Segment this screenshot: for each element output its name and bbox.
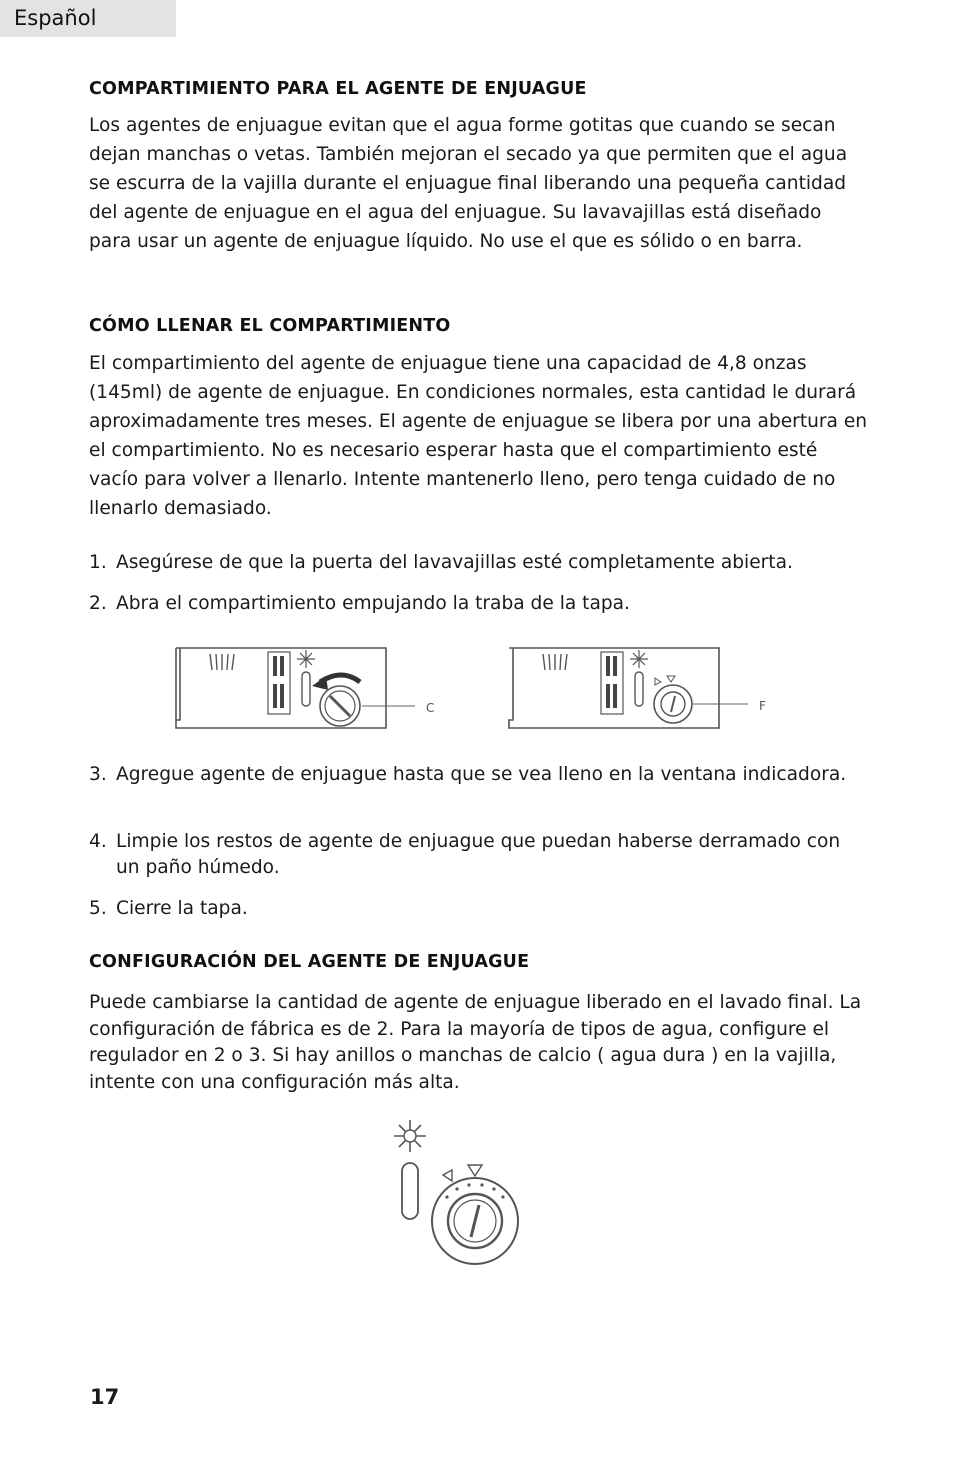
step-text: Agregue agente de enjuague hasta que se vea lleno en la ventana indicadora. — [116, 764, 847, 785]
list-item-step-1 — [89, 550, 859, 576]
paragraph-rinse-intro: Los agentes de enjuague evitan que el agua forme gotitas que cuando se secan dejan manchas o vetas. También mejoran el secado ya que permiten que el agua se escurra de la vajilla durante el enjuague final liberando una pequeña cantidad del agente de enjuague en el agua del enjuague. Su lavavajillas está diseñado para usar un agente de enjuague líquido. No use el que es sólido o en barra. — [89, 115, 848, 252]
list-item-step-3 — [89, 762, 859, 788]
step-number: 1. — [89, 552, 107, 573]
section-heading-rinse-setting: CONFIGURACIÓN DEL AGENTE DE ENJUAGUE — [89, 952, 530, 972]
paragraph-fill-intro: El compartimiento del agente de enjuague tiene una capacidad de 4,8 onzas (145ml) de agente de enjuague. En condiciones normales, esta cantidad le durará aproximadamente tres meses. El agente de enjuague se libera por una abertura en el compartimiento. No es necesario esperar hasta que el compartimiento esté vacío para volver a llenarlo. Intente mantenerlo lleno, pero tenga cuidado de no llenarlo demasiado. — [89, 353, 868, 519]
page-number: 17 — [90, 1385, 120, 1409]
step-text: Limpie los restos de agente de enjuague que puedan haberse derramado con un paño húmedo. — [116, 831, 841, 878]
step-number: 4. — [89, 831, 107, 852]
compartment-dial-illustration — [503, 640, 783, 735]
list-item-step-5 — [89, 896, 859, 922]
step-text: Abra el compartimiento empujando la traba de la tapa. — [116, 593, 630, 614]
section-heading-rinse-compartment: COMPARTIMIENTO PARA EL AGENTE DE ENJUAGUE — [89, 79, 587, 99]
step-number: 2. — [89, 593, 107, 614]
rinse-dial-closeup-illustration — [385, 1115, 530, 1270]
list-item-step-2 — [89, 591, 859, 617]
section-heading-how-to-fill: CÓMO LLENAR EL COMPARTIMIENTO — [89, 316, 451, 336]
step-text: Asegúrese de que la puerta del lavavajillas esté completamente abierta. — [116, 552, 793, 573]
step-number: 3. — [89, 764, 107, 785]
language-label: Español — [14, 6, 97, 30]
step-number: 5. — [89, 898, 107, 919]
step-text: Cierre la tapa. — [116, 898, 248, 919]
compartment-open-illustration — [170, 640, 450, 735]
list-item-step-4 — [89, 829, 859, 881]
callout-label-f: F — [759, 699, 766, 713]
language-tab — [0, 0, 176, 37]
callout-label-c: C — [426, 701, 435, 715]
paragraph-rinse-setting: Puede cambiarse la cantidad de agente de enjuague liberado en el lavado final. La configuración de fábrica es de 2. Para la mayoría de tipos de agua, configure el regulador en 2 o 3. Si hay anillos o manchas de calcio ( agua dura ) en la vajilla, intente con una configuración más alta. — [89, 992, 862, 1093]
